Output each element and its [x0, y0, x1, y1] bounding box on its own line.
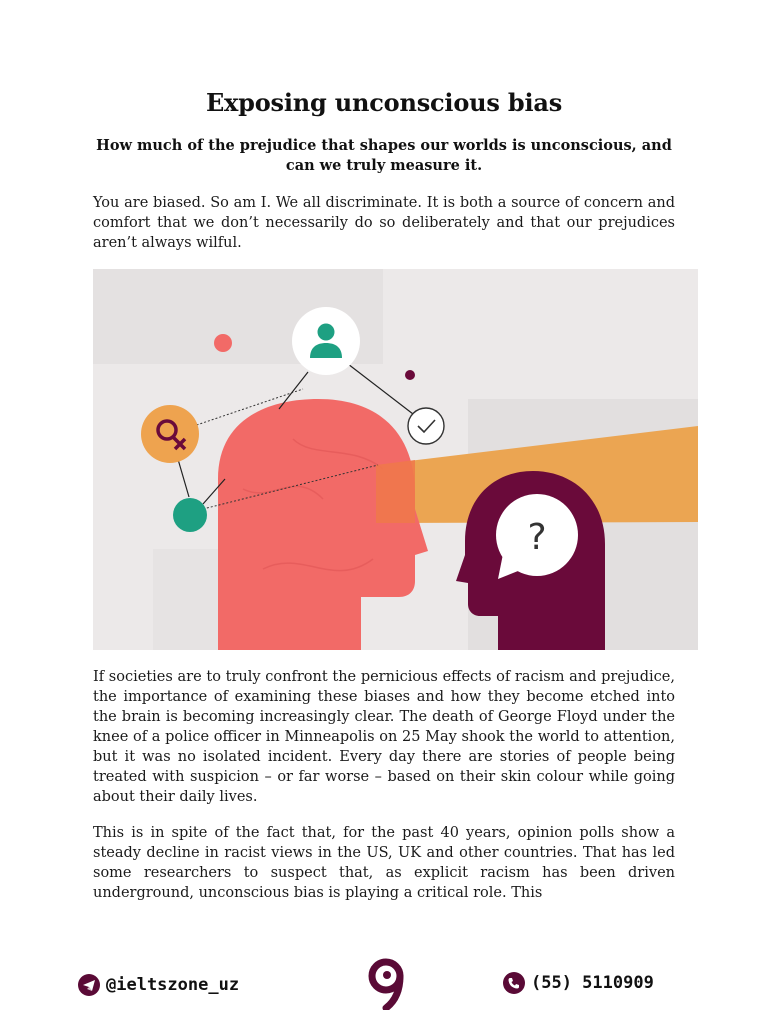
- article-subtitle: How much of the prejudice that shapes our worlds is unconscious, and can we truly measure it.: [96, 137, 672, 174]
- checkmark-icon: [408, 408, 444, 444]
- decorative-dot: [214, 334, 232, 352]
- paragraph-intro: You are biased. So am I. We all discriminate. It is both a source of concern and comfort that we don’t necessarily do so deliberately and that our prejudices aren’t always wilful.: [93, 195, 675, 251]
- female-symbol-icon: [141, 405, 199, 463]
- decorative-dot: [405, 370, 415, 380]
- footer-telegram: [78, 972, 239, 998]
- telegram-handle: @ieltszone_uz: [106, 975, 240, 995]
- illustration: [93, 269, 698, 650]
- telegram-icon: [78, 974, 100, 996]
- phone-icon: [503, 972, 525, 994]
- phone-number: (55) 5110909: [531, 973, 654, 993]
- question-mark-icon: ?: [527, 517, 547, 558]
- footer-phone: [503, 970, 654, 996]
- paragraph-body-2: This is in spite of the fact that, for the past 40 years, opinion polls show a steady decline in racist views in the US, UK and other countries. That has led some researchers to suspect that, as explicit racism has been driven underground, unconscious bias is playing a critical role. This: [93, 825, 675, 901]
- person-icon: [292, 307, 360, 375]
- brand-logo-icon: [364, 958, 408, 1010]
- article-title: Exposing unconscious bias: [205, 88, 563, 117]
- green-node-icon: [173, 498, 207, 532]
- paragraph-body-1: If societies are to truly confront the pernicious effects of racism and prejudice, the importance of examining these biases and how they become etched into the brain is becoming increasingly clear. The death of George Floyd under the knee of a police officer in Minneapolis on 25 May shook the world to attention, but it was no isolated incident. Every day there are stories of people being treated with suspicion – or far worse – based on their skin colour while going about their daily lives.: [93, 669, 675, 805]
